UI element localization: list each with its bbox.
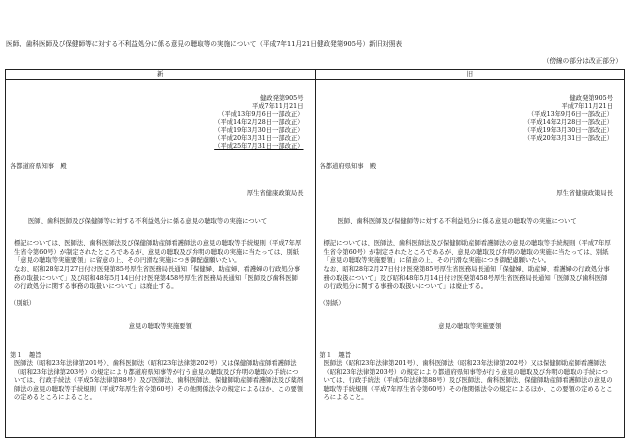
addressee: 各都道府県知事 殿 <box>319 163 377 170</box>
paragraph-3: 医師法（昭和23年法律第201号）、歯科医師法（昭和23年法律第202号）又は保健師助産師看護師法（昭和23年法律第203号）の規定により都道府県知事等が行う意見の聴取及び弁明の聴取の手続については、行政手続法（平成5年法律第88号）及び医師法、歯科医師法、保健師助産師看護師法及び薬剤師法の意見の聴取等手続規則（平成7年厚生省令第60号）その他関係法令の規定によるほか、この要領の定めるところによること。 <box>14 360 304 402</box>
paragraph-2: なお、昭和28年2月27日付け医発第85号厚生省医務局長通知「保健婦、助産婦、看護婦の行政処分事務の取扱について」及び昭和48年5月14日付け医発第458号厚生省医務局長通知「医師及び歯科医師の行政処分に関する事務の取扱いについて」は廃止する。 <box>323 266 610 291</box>
ref-line: （平成14年2月28日一部改正） <box>523 119 613 126</box>
comparison-table <box>5 69 625 438</box>
ref-line: （平成13年9月6日一部改正） <box>527 111 613 118</box>
column-old <box>315 80 625 438</box>
ref-line: 平成7年11月21日 <box>561 103 613 110</box>
column-new <box>6 80 316 438</box>
ref-line: 健政発第905号 <box>569 95 613 102</box>
document-title: 医師、歯科医師及び保健師等に対する不利益処分に係る意見の聴取等の実施について（平成7年11月21日健政発第905号）新旧対照表 <box>6 40 403 48</box>
column-header-old: 旧 <box>315 70 625 80</box>
ref-line: （平成20年3月31日一部改正） <box>214 135 304 142</box>
paragraph-1: 標記については、医師法、歯科医師法及び保健師助産師看護師法の意見の聴取等手続規則（平成7年厚生省令第60号）が制定されたところであるが、意見の聴取及び弁明の聴取の実施に当たっては、別紙「意見の聴取等実施要領」に留意の上、その円滑な実施につき御配慮願いたい。 <box>323 240 611 265</box>
subject: 医師、歯科医師及び保健師等に対する不利益処分に係る意見の聴取等の実施について <box>28 218 268 225</box>
section-heading: 第１ 趣旨 <box>319 352 351 359</box>
annex-title: 意見の聴取等実施要領 <box>438 323 502 330</box>
ref-line: （平成19年3月30日一部改正） <box>523 127 613 134</box>
ref-line: （平成20年3月31日一部改正） <box>523 135 613 142</box>
attachment-label: （別紙） <box>319 300 345 307</box>
ref-line: （平成13年9月6日一部改正） <box>218 111 304 118</box>
ref-line-amended: （平成25年7月31日一部改正） <box>214 143 304 150</box>
addressee: 各都道府県知事 殿 <box>10 163 67 170</box>
ref-line: （平成14年2月28日一部改正） <box>214 119 304 126</box>
section-heading: 第１ 趣旨 <box>10 352 42 359</box>
sender: 厚生省健康政策局長 <box>246 190 304 197</box>
column-header-new: 新 <box>6 70 316 80</box>
attachment-label: （別紙） <box>10 300 36 307</box>
change-note: （傍線の部分は改正部分） <box>542 57 622 65</box>
ref-line: 健政発第905号 <box>259 95 304 102</box>
paragraph-1: 標記については、医師法、歯科医師法及び保健師助産師看護師法の意見の聴取等手続規則（平成7年厚生省令第60号）が制定されたところであるが、意見の聴取及び弁明の聴取の実施に当たっては、別紙「意見の聴取等実施要領」に留意の上、その円滑な実施につき御配慮願いたい。 <box>14 240 302 265</box>
paragraph-3: 医師法（昭和23年法律第201号）、歯科医師法（昭和23年法律第202号）又は保健師助産師看護師法（昭和23年法律第203号）の規定により都道府県知事等が行う意見の聴取及び弁明の聴取の手続については、行政手続法（平成5年法律第88号）及び医師法、歯科医師法、保健師助産師看護師法の意見の聴取等手続規則（平成7年厚生省令第60号）その他関係法令の規定によるほか、この要領の定めるところによること。 <box>323 360 613 402</box>
annex-title: 意見の聴取等実施要領 <box>128 323 192 330</box>
subject: 医師、歯科医師及び保健師等に対する不利益処分に係る意見の聴取等の実施について <box>337 218 577 225</box>
ref-line: （平成19年3月30日一部改正） <box>214 127 304 134</box>
sender: 厚生省健康政策局長 <box>556 190 613 197</box>
paragraph-2: なお、昭和28年2月27日付け医発第85号厚生省医務局長通知「保健婦、助産婦、看護婦の行政処分事務の取扱について」及び昭和48年5月14日付け医発第458号厚生省医務局長通知「医師及び歯科医師の行政処分に関する事務の取扱いについて」は廃止する。 <box>14 266 301 291</box>
ref-line: 平成7年11月21日 <box>251 103 304 110</box>
